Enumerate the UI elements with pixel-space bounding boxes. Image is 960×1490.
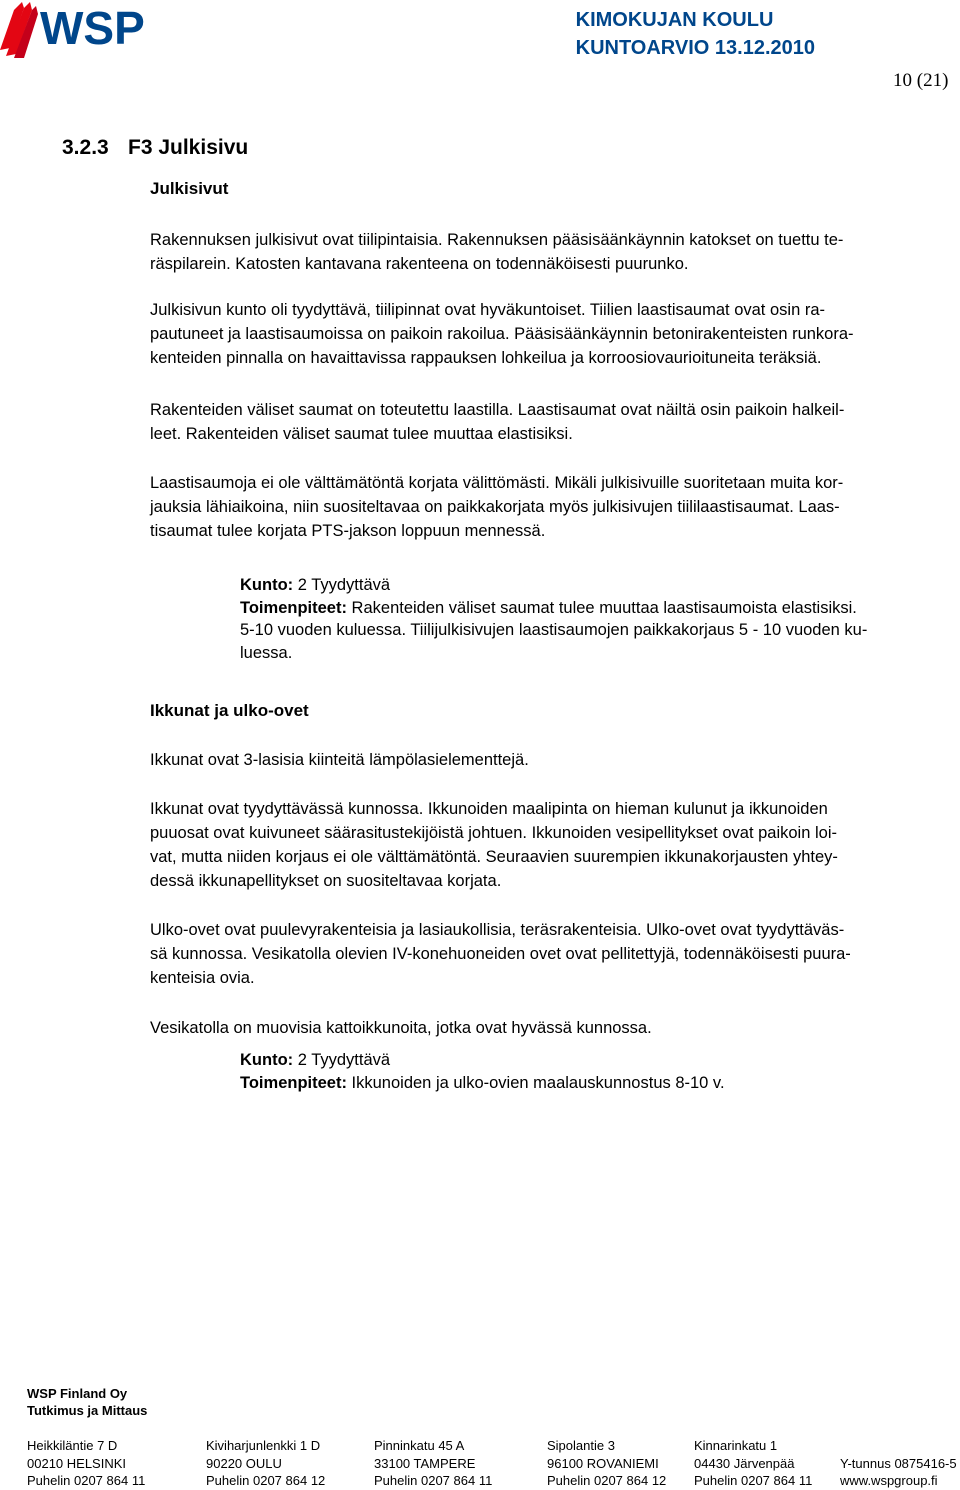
text-line: pautuneet ja laastisaumoissa on paikoin rakoilua. Pääsisäänkäynnin betonirakenteisten runkora- (150, 325, 854, 343)
toimenpiteet-value: Ikkunoiden ja ulko-ovien maalauskunnostus 8-10 v. (351, 1073, 725, 1092)
footer-line: Kiviharjunlenkki 1 D (206, 1438, 321, 1453)
text-line: luessa. (240, 643, 293, 662)
text-line: dessä ikkunapellitykset on suositeltavaa korjata. (150, 872, 502, 890)
footer-line: Pinninkatu 45 A (374, 1438, 465, 1453)
ikkunat-paragraph-1 (150, 748, 950, 772)
text-line: Rakenteiden väliset saumat on toteutettu laastilla. Laastisaumat ovat näiltä osin paikoin halkeil- (150, 401, 845, 419)
subheading-ikkunat: Ikkunat ja ulko-ovet (150, 701, 309, 720)
header-title-line1: KIMOKUJAN KOULU (575, 9, 774, 31)
toimenpiteet-line (240, 597, 955, 620)
footer-line: Puhelin 0207 864 11 (694, 1473, 813, 1488)
footer-address-jarvenpaa (694, 1437, 812, 1490)
text-line: Ulko-ovet ovat puulevyrakenteisia ja lasiaukollisia, teräsrakenteisia. Ulko-ovet ovat tyydyttäväs- (150, 921, 845, 939)
wsp-logo-icon (0, 0, 200, 60)
text-line: Laastisaumoja ei ole välttämätöntä korjata välittömästi. Mikäli julkisivuille suoritetaan muita kor- (150, 474, 844, 492)
ikkunat-paragraph-4 (150, 1016, 950, 1040)
text-line: Ikkunat ovat 3-lasisia kiinteitä lämpölasielementtejä. (150, 751, 529, 769)
footer-company (27, 1385, 147, 1419)
text-line: jauksia lähiaikoina, niin suositeltavaa on paikkakorjata myös julkisivujen tiililaastisaumat. Laas- (150, 498, 840, 516)
footer-line: 33100 TAMPERE (374, 1455, 476, 1471)
kunto-label: Kunto: (240, 576, 294, 594)
footer-line: 96100 ROVANIEMI (547, 1455, 659, 1471)
footer-line: Kinnarinkatu 1 (694, 1438, 778, 1453)
footer-address-tampere (374, 1437, 492, 1490)
kunto-line (240, 1049, 955, 1072)
section-heading (62, 136, 248, 160)
logo-text: WSP (40, 2, 145, 54)
text-line: Rakennuksen julkisivut ovat tiilipintaisia. Rakennuksen pääsisäänkäynnin katokset on tuettu te- (150, 231, 844, 249)
text-line: Ikkunat ovat tyydyttävässä kunnossa. Ikkunoiden maalipinta on hieman kulunut ja ikkunoiden (150, 800, 828, 818)
ikkunat-paragraph-3 (150, 918, 950, 990)
text-line: Julkisivun kunto oli tyydyttävä, tiilipinnat ovat hyväkuntoiset. Tiilien laastisaumat ovat osin ra- (150, 301, 825, 319)
text-line: kenteisia ovia. (150, 969, 255, 987)
footer-line (840, 1437, 957, 1455)
footer-line: 04430 Järvenpää (694, 1455, 795, 1471)
text-line: sä kunnossa. Vesikatolla olevien IV-konehuoneiden ovet ovat pellitettyjä, todennäköisesti puura- (150, 945, 851, 963)
footer-line: 00210 HELSINKI (27, 1455, 127, 1471)
text-line: kenteiden pinnalla on havaittavissa rappauksen lohkeilua ja korroosiovaurioituneita teräksiä. (150, 349, 822, 367)
text-line: vat, mutta niiden korjaus ei ole välttämätöntä. Seuraavien suurempien ikkunakorjausten yhtey- (150, 848, 838, 866)
footer-website-link[interactable]: www.wspgroup.fi (840, 1473, 938, 1488)
footer-line: 90220 OULU (206, 1455, 282, 1471)
kunto-line (240, 574, 955, 597)
julkisivut-paragraph-3 (150, 398, 950, 446)
footer-line: Puhelin 0207 864 12 (206, 1473, 326, 1488)
toimenpiteet-label: Toimenpiteet: (240, 1073, 347, 1092)
julkisivut-assessment (240, 574, 955, 664)
footer-address-helsinki (27, 1437, 145, 1490)
document-header-title (576, 6, 815, 62)
text-line: puuosat ovat kuivuneet säärasitustekijöistä johtuen. Ikkunoiden vesipellitykset ovat paikoin loi- (150, 824, 837, 842)
ikkunat-paragraph-2 (150, 797, 950, 893)
footer-line: Puhelin 0207 864 11 (374, 1473, 493, 1488)
footer-address-rovaniemi (547, 1437, 666, 1490)
julkisivut-paragraph-2 (150, 298, 950, 370)
kunto-label: Kunto: (240, 1051, 294, 1069)
toimenpiteet-label: Toimenpiteet: (240, 598, 347, 617)
footer-line: Puhelin 0207 864 11 (27, 1473, 146, 1488)
subheading-julkisivut: Julkisivut (150, 179, 229, 198)
footer-address-oulu (206, 1437, 325, 1490)
toimenpiteet-value: Rakenteiden väliset saumat tulee muuttaa laastisaumoista elastisiksi. (351, 598, 857, 617)
julkisivut-paragraph-1 (150, 228, 950, 276)
text-line: leet. Rakenteiden väliset saumat tulee muuttaa elastisiksi. (150, 425, 573, 443)
header-title-line2: KUNTOARVIO 13.12.2010 (575, 37, 815, 59)
toimenpiteet-line (240, 1072, 955, 1095)
julkisivut-paragraph-4 (150, 471, 950, 543)
text-line: räspilarein. Katosten kantavana rakenteena on todennäköisesti puurunko. (150, 255, 689, 273)
footer-line: Sipolantie 3 (547, 1438, 615, 1453)
page-number: 10 (21) (893, 70, 949, 91)
footer-unit: Tutkimus ja Mittaus (27, 1403, 148, 1418)
section-number: 3.2.3 (62, 136, 109, 159)
kunto-value: 2 Tyydyttävä (297, 1051, 391, 1069)
ikkunat-assessment (240, 1049, 955, 1094)
wsp-logo (0, 0, 200, 60)
text-line: 5-10 vuoden kuluessa. Tiilijulkisivujen laastisaumojen paikkakorjaus 5 - 10 vuoden ku- (240, 621, 868, 639)
kunto-value: 2 Tyydyttävä (297, 576, 391, 594)
footer-business-id: Y-tunnus 0875416-5 (840, 1455, 957, 1471)
section-title: F3 Julkisivu (128, 136, 249, 159)
footer-line: Heikkiläntie 7 D (27, 1438, 118, 1453)
footer-company-name: WSP Finland Oy (27, 1386, 128, 1401)
footer-company-ids (840, 1437, 957, 1490)
footer-line: Puhelin 0207 864 12 (547, 1473, 667, 1488)
text-line: Vesikatolla on muovisia kattoikkunoita, jotka ovat hyvässä kunnossa. (150, 1019, 652, 1037)
text-line: tisaumat tulee korjata PTS-jakson loppuun mennessä. (150, 522, 546, 540)
